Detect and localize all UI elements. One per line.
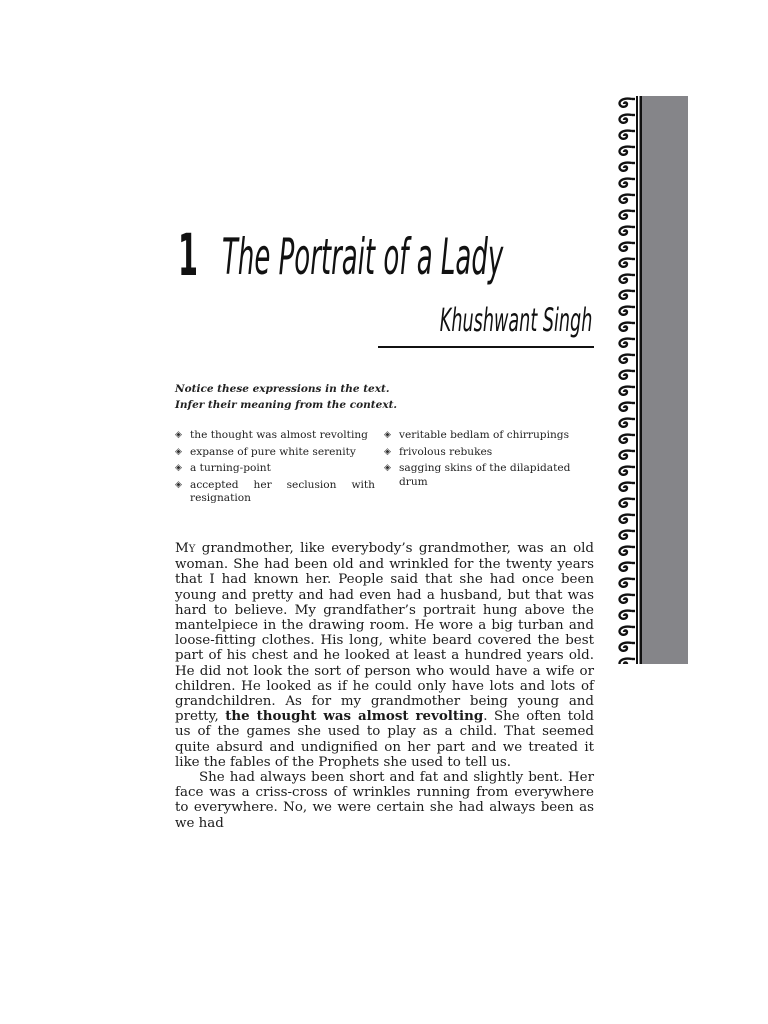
paragraph-1-text-b: . She often told us of the games she used to play as a child. That seemed quite absurd and undignified on her part and we treated it like the fables of the Prophets she used to tell us. xyxy=(175,709,594,770)
side-panel xyxy=(642,96,688,664)
diamond-bullet-icon: ◈ xyxy=(175,446,182,457)
expression-text: veritable bedlam of chirrupings xyxy=(399,429,570,441)
paragraph-1 xyxy=(175,541,594,770)
expression-text: the thought was almost revolting xyxy=(190,429,368,441)
chapter-number: 1 xyxy=(178,221,198,289)
list-item xyxy=(384,462,594,489)
expressions-left-column xyxy=(175,429,375,509)
list-item xyxy=(384,446,594,460)
scroll-pattern-icon xyxy=(612,96,642,664)
diamond-bullet-icon: ◈ xyxy=(384,463,391,473)
paragraph-2: She had always been short and fat and slightly bent. Her face was a criss-cross of wrinkles running from everywhere to everywhere. No, we were certain she had always been as we had xyxy=(175,770,594,831)
diamond-bullet-icon: ◈ xyxy=(175,479,182,490)
diamond-bullet-icon: ◈ xyxy=(384,446,391,457)
list-item xyxy=(175,446,375,460)
expression-text: a turning-point xyxy=(190,462,271,474)
list-item xyxy=(175,462,375,476)
expressions-right-column xyxy=(384,429,594,492)
decorative-border xyxy=(612,96,642,664)
list-item xyxy=(175,479,375,506)
author-rule xyxy=(378,346,594,348)
notice-line-2: Infer their meaning from the context. xyxy=(175,399,398,411)
list-item xyxy=(384,429,594,443)
expression-text: accepted her seclusion with resignation xyxy=(190,478,375,504)
list-item xyxy=(175,429,375,443)
story-body xyxy=(175,541,594,831)
diamond-bullet-icon: ◈ xyxy=(384,430,391,440)
notice-instructions xyxy=(175,381,397,413)
diamond-bullet-icon: ◈ xyxy=(175,430,182,440)
expression-text: expanse of pure white serenity xyxy=(190,445,356,458)
diamond-bullet-icon: ◈ xyxy=(175,463,182,473)
dropcap: M xyxy=(175,541,189,556)
smallcap: Y xyxy=(188,544,196,555)
highlighted-expression: the thought was almost revolting xyxy=(225,708,484,725)
expression-text: frivolous rebukes xyxy=(399,445,493,458)
author-name: Khushwant Singh xyxy=(439,301,592,339)
paragraph-1-text-a: grandmother, like everybody’s grandmother, was an old woman. She had been old and wrinkled for the twenty years that I had known her. People said that she had once been young and pretty and had even had a husband, but that was hard to believe. My grandfather’s portrait hung above the mantelpiece in the drawing room. He wore a big turban and loose-fitting clothes. His long, white beard covered the best part of his chest and he looked at least a hundred years old. He did not look the sort of person who would have a wife or children. He looked as if he could only have lots and lots of grandchildren. As for my grandmother being young and pretty, xyxy=(175,541,594,725)
chapter-title: The Portrait of a Lady xyxy=(222,228,504,286)
notice-line-1: Notice these expressions in the text. xyxy=(175,383,390,395)
expression-text: sagging skins of the dilapidated drum xyxy=(399,462,571,488)
